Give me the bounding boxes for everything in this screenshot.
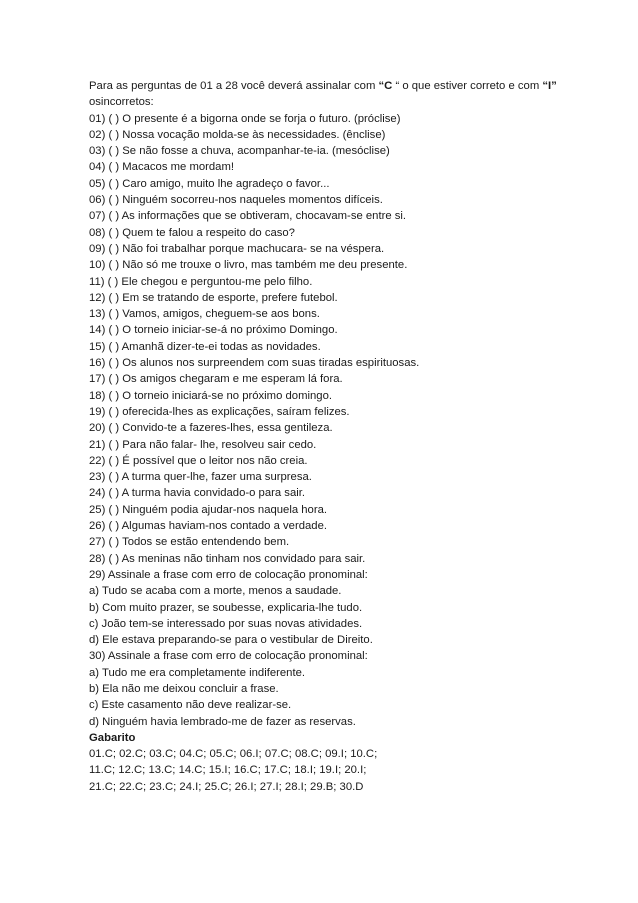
instructions-line-2: osincorretos: bbox=[89, 96, 154, 109]
question-28: 28) ( ) As meninas não tinham nos convidado para sair. bbox=[89, 552, 366, 565]
question-23: 23) ( ) A turma quer-lhe, fazer uma surpresa. bbox=[89, 471, 312, 484]
question-30-option-a: a) Tudo me era completamente indiferente. bbox=[89, 666, 306, 679]
question-27: 27) ( ) Todos se estão entendendo bem. bbox=[89, 536, 290, 549]
question-30-option-b: b) Ela não me deixou concluir a frase. bbox=[89, 682, 279, 695]
incorrect-mark: “I” bbox=[542, 80, 557, 92]
question-20: 20) ( ) Convido-te a fazeres-lhes, essa gentileza. bbox=[89, 422, 333, 435]
question-30-option-d: d) Ninguém havia lembrado-me de fazer as reservas. bbox=[89, 715, 356, 728]
question-30-option-c: c) Este casamento não deve realizar-se. bbox=[89, 699, 292, 712]
answer-key-line-1: 01.C; 02.C; 03.C; 04.C; 05.C; 06.I; 07.C; 08.C; 09.I; 10.C; bbox=[89, 748, 378, 761]
answer-key-line-3: 21.C; 22.C; 23.C; 24.I; 25.C; 26.I; 27.I; 28.I; 29.B; 30.D bbox=[89, 780, 364, 793]
question-09: 09) ( ) Não foi trabalhar porque machucara- se na véspera. bbox=[89, 242, 385, 255]
question-24: 24) ( ) A turma havia convidado-o para sair. bbox=[89, 487, 306, 500]
question-04: 04) ( ) Macacos me mordam! bbox=[89, 161, 235, 174]
question-05: 05) ( ) Caro amigo, muito lhe agradeço o favor... bbox=[89, 177, 330, 190]
instructions-text-middle: “ o que estiver correto e com bbox=[392, 80, 543, 92]
instructions-text: Para as perguntas de 01 a 28 você deverá assinalar com bbox=[89, 80, 379, 92]
correct-mark: “C bbox=[378, 80, 393, 92]
question-21: 21) ( ) Para não falar- lhe, resolveu sair cedo. bbox=[89, 438, 317, 451]
question-25: 25) ( ) Ninguém podia ajudar-nos naquela hora. bbox=[89, 503, 328, 516]
question-17: 17) ( ) Os amigos chegaram e me esperam lá fora. bbox=[89, 373, 343, 386]
question-03: 03) ( ) Se não fosse a chuva, acompanhar-te-ia. (mesóclise) bbox=[89, 145, 390, 158]
question-29-option-d: d) Ele estava preparando-se para o vestibular de Direito. bbox=[89, 634, 373, 647]
question-22: 22) ( ) É possível que o leitor nos não creia. bbox=[89, 454, 308, 467]
question-06: 06) ( ) Ninguém socorreu-nos naqueles momentos difíceis. bbox=[89, 194, 383, 207]
question-11: 11) ( ) Ele chegou e perguntou-me pelo filho. bbox=[89, 275, 313, 288]
question-29-prompt: 29) Assinale a frase com erro de colocação pronominal: bbox=[89, 568, 368, 581]
answer-key-heading: Gabarito bbox=[89, 731, 136, 744]
question-10: 10) ( ) Não só me trouxe o livro, mas também me deu presente. bbox=[89, 259, 408, 272]
question-02: 02) ( ) Nossa vocação molda-se às necessidades. (ênclise) bbox=[89, 128, 386, 141]
question-08: 08) ( ) Quem te falou a respeito do caso? bbox=[89, 226, 295, 239]
question-26: 26) ( ) Algumas haviam-nos contado a verdade. bbox=[89, 520, 327, 533]
question-19: 19) ( ) oferecida-lhes as explicações, saíram felizes. bbox=[89, 405, 350, 418]
question-12: 12) ( ) Em se tratando de esporte, prefere futebol. bbox=[89, 291, 338, 304]
answer-key-line-2: 11.C; 12.C; 13.C; 14.C; 15.I; 16.C; 17.C; 18.I; 19.I; 20.I; bbox=[89, 764, 367, 777]
question-15: 15) ( ) Amanhã dizer-te-ei todas as novidades. bbox=[89, 340, 321, 353]
instructions-line-1 bbox=[89, 78, 609, 94]
question-14: 14) ( ) O torneio iniciar-se-á no próximo Domingo. bbox=[89, 324, 338, 337]
question-13: 13) ( ) Vamos, amigos, cheguem-se aos bons. bbox=[89, 308, 320, 321]
question-29-option-c: c) João tem-se interessado por suas novas atividades. bbox=[89, 617, 363, 630]
question-30-prompt: 30) Assinale a frase com erro de colocação pronominal: bbox=[89, 650, 368, 663]
question-18: 18) ( ) O torneio iniciará-se no próximo domingo. bbox=[89, 389, 332, 402]
document-page bbox=[89, 78, 609, 795]
question-29-option-b: b) Com muito prazer, se soubesse, explicaria-lhe tudo. bbox=[89, 601, 363, 614]
question-16: 16) ( ) Os alunos nos surpreendem com suas tiradas espirituosas. bbox=[89, 357, 420, 370]
question-01: 01) ( ) O presente é a bigorna onde se forja o futuro. (próclise) bbox=[89, 112, 401, 125]
question-29-option-a: a) Tudo se acaba com a morte, menos a saudade. bbox=[89, 585, 342, 598]
question-07: 07) ( ) As informações que se obtiveram, chocavam-se entre si. bbox=[89, 210, 407, 223]
